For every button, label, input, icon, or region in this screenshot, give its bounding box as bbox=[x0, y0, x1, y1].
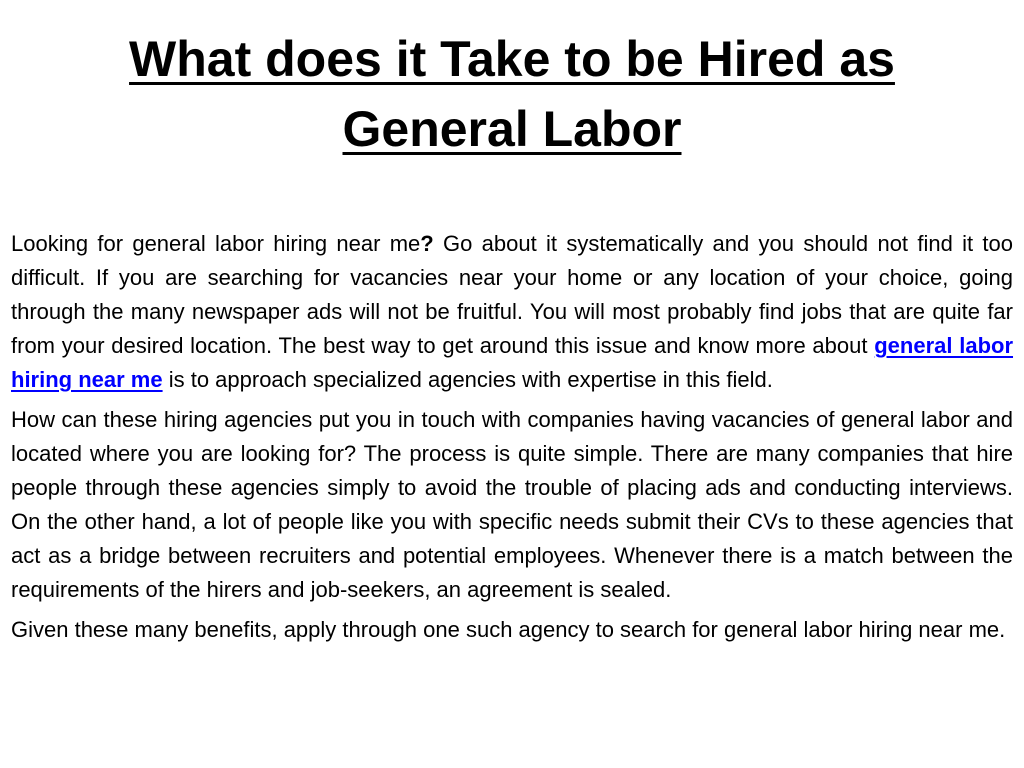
paragraph-1-intro: Looking for general labor hiring near me bbox=[11, 231, 421, 256]
paragraph-3: Given these many benefits, apply through one such agency to search for general labor hiring near me. bbox=[11, 617, 1006, 642]
title-line-1: What does it Take to be Hired as bbox=[129, 31, 895, 87]
general-labor-link[interactable]: general labor hiring near me bbox=[11, 333, 1014, 392]
paragraph-1 bbox=[11, 227, 1013, 397]
article-body bbox=[11, 227, 1013, 653]
paragraph-1-middle: Go about it systematically and you should not find it too difficult. If you are searching for vacancies near your home or any location of your choice, going through the many newspaper ads will not be fruitful. You will most probably find jobs that are quite far from your desired location. The best way to get around this issue and know more about bbox=[11, 231, 1014, 358]
paragraph-2: How can these hiring agencies put you in touch with companies having vacancies of general labor and located where you are looking for? The process is quite simple. There are many companies that hire people through these agencies simply to avoid the trouble of placing ads and conducting interviews. On the other hand, a lot of people like you with specific needs submit their CVs to these agencies that act as a bridge between recruiters and potential employees. Whenever there is a match between the requirements of the hirers and job-seekers, an agreement is sealed. bbox=[11, 407, 1013, 602]
title-line-2: General Labor bbox=[342, 101, 682, 157]
page-title bbox=[40, 24, 984, 164]
paragraph-1-end: is to approach specialized agencies with expertise in this field. bbox=[162, 367, 773, 392]
question-mark: ? bbox=[420, 231, 434, 256]
